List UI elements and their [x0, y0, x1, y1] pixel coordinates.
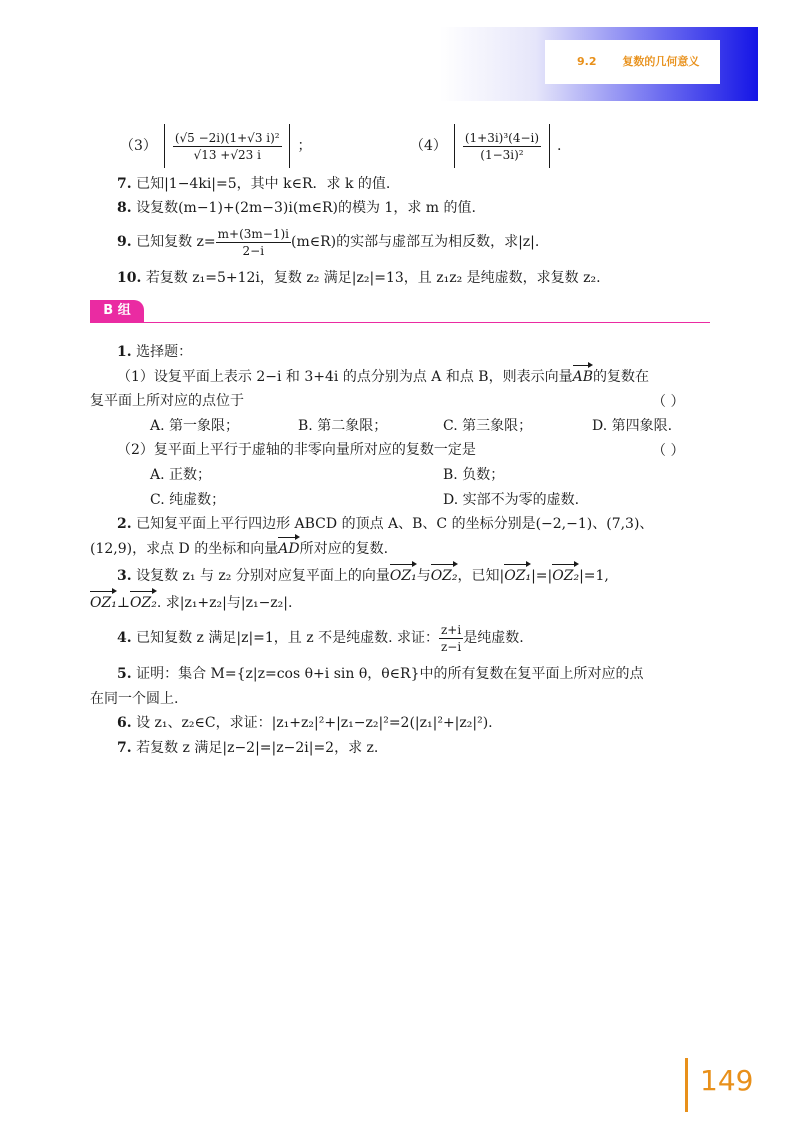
fraction: $\frac{z+i}{z-i}$: [440, 622, 462, 654]
option-d: D. 第四象限.: [592, 418, 673, 434]
b-exercise-5-line2: 在同一个圆上.: [90, 691, 179, 707]
fraction: $\frac{\text{(√5 −2i)(1+√3 i)²}}{√13 +√23 i}$: [174, 130, 280, 162]
option-b: B. 第二象限；: [298, 418, 388, 434]
option-c: C. 第三象限；: [443, 418, 533, 434]
b-exercise-1-part2: （2）复平面上平行于虚轴的非零向量所对应的复数一定是: [117, 442, 476, 458]
page-number: 149: [700, 1064, 754, 1097]
vector-oz2: OZ₂: [130, 595, 157, 611]
b-exercise-3: 3. 设复数 z₁ 与 z₂ 分别对应复平面上的向量OZ₁与OZ₂，已知|OZ₁|=|OZ₂|=1,: [117, 568, 609, 584]
exercise-9: 9. 已知复数 z= $\frac{m+(3m-1)i}{2-i}$ (m∈R)的实部与虚部互为相反数，求|z|.: [117, 226, 540, 258]
option-b: B. 负数；: [443, 467, 505, 483]
vector-ad: AD: [278, 541, 300, 557]
b-exercise-1-part1-line2: 复平面上所对应的点位于: [90, 393, 244, 409]
vector-oz2: OZ₂: [430, 568, 458, 584]
vector-oz1: OZ₁: [504, 568, 532, 584]
group-b-badge: B 组: [90, 300, 144, 322]
option-c: C. 纯虚数；: [150, 492, 226, 508]
exercise-8: 8. 设复数(m−1)+(2m−3)i(m∈R)的模为 1，求 m 的值.: [117, 200, 476, 216]
group-divider: [90, 322, 710, 323]
option-a: A. 第一象限；: [150, 418, 240, 434]
b-exercise-4: 4. 已知复数 z 满足|z|=1，且 z 不是纯虚数. 求证： $\frac{z+i}{z-i}$ 是纯虚数.: [117, 622, 524, 654]
exercise-3: （3） $\frac{\text{(√5 −2i)(1+√3 i)²}}{√13 +√23 i}$ ；: [120, 122, 312, 170]
fraction: $\frac{m+(3m-1)i}{2-i}$: [217, 226, 289, 258]
option-a: A. 正数；: [150, 467, 212, 483]
exercise-10: 10. 若复数 z₁=5+12i，复数 z₂ 满足|z₂|=13，且 z₁z₂ 是纯虚数，求复数 z₂.: [117, 270, 601, 286]
fraction: $\frac{\text{(1+3i)³(4−i)}}{\text{(1−3i)²}}$: [464, 130, 540, 162]
answer-blank: （ ）: [652, 394, 685, 410]
b-exercise-2: 2. 已知复平面上平行四边形 ABCD 的顶点 A、B、C 的坐标分别是(−2,−1)、(7,3)、: [117, 516, 654, 532]
vector-oz1: OZ₁: [90, 595, 117, 611]
page-number-rule: [685, 1058, 688, 1112]
exercise-4: （4） $\frac{\text{(1+3i)³(4−i)}}{\text{(1−3i)²}}$ .: [410, 122, 561, 170]
b-exercise-1-title: 1. 选择题：: [117, 344, 193, 360]
b-exercise-2-line2: (12,9)，求点 D 的坐标和向量AD所对应的复数.: [90, 541, 389, 557]
b-exercise-7: 7. 若复数 z 满足|z−2|=|z−2i|=2，求 z.: [117, 740, 379, 756]
b-exercise-1-part1: （1）设复平面上表示 2−i 和 3+4i 的点分别为点 A 和点 B，则表示向量AB的复数在: [117, 369, 649, 385]
option-d: D. 实部不为零的虚数.: [443, 492, 580, 508]
exercise-7: 7. 已知|1−4ki|=5，其中 k∈R．求 k 的值.: [117, 176, 391, 192]
section-title: 复数的几何意义: [622, 55, 700, 68]
answer-blank: （ ）: [652, 443, 685, 459]
vector-ab: AB: [572, 369, 593, 385]
running-header: [577, 53, 699, 69]
vector-oz2: OZ₂: [552, 568, 580, 584]
b-exercise-5: 5. 证明：集合 M={z|z=cos θ+i sin θ，θ∈R}中的所有复数在复平面上所对应的点: [117, 666, 644, 682]
b-exercise-3-line2: OZ₁⊥OZ₂. 求|z₁+z₂|与|z₁−z₂|.: [90, 595, 293, 611]
section-number: 9.2: [577, 55, 597, 68]
vector-oz1: OZ₁: [389, 568, 417, 584]
b-exercise-6: 6. 设 z₁、z₂∈C，求证：|z₁+z₂|²+|z₁−z₂|²=2(|z₁|²+|z₂|²).: [117, 715, 493, 731]
